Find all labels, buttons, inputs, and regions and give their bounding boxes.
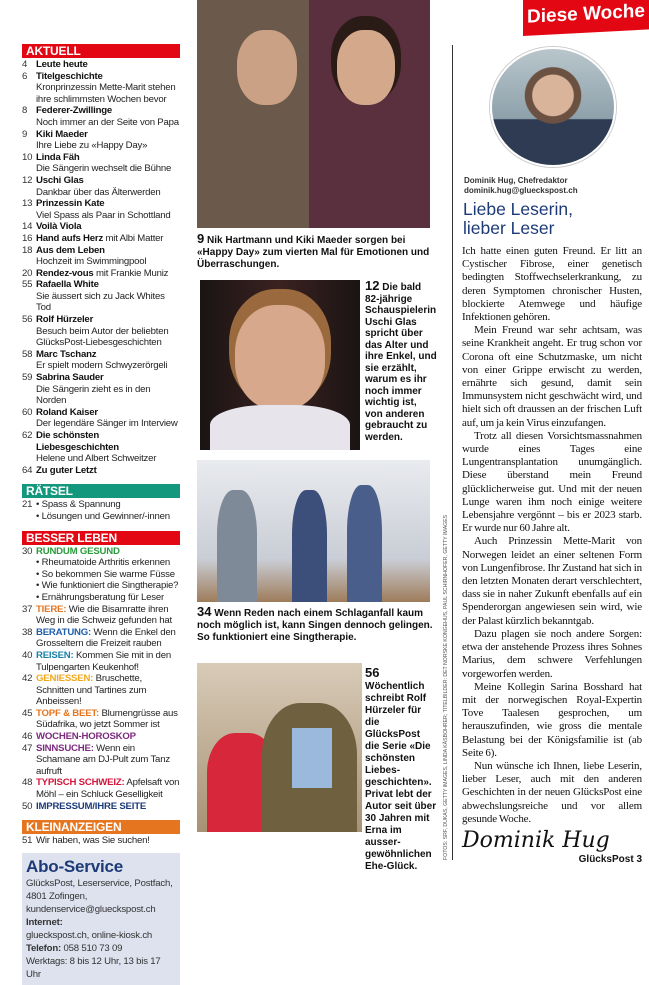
photo-happy-day-hosts	[197, 0, 430, 228]
section-header-raetsel: RÄTSEL	[22, 484, 180, 498]
table-of-contents	[22, 44, 180, 985]
editorial-paragraph: Auch Prinzessin Mette-Marit von Norwegen leidet an einer seltenen Form von Lungenfibrose. Ihr Zustand hat sich in den letzten Monaten derart verschlechtert, dass sie in naher Zukunft ebenfalls auf ein Spenderorgan angewiesen sein wird, wie der Palast kürzlich bekanntgab.	[462, 535, 642, 627]
editorial-paragraph: Meine Kollegin Sarina Bosshard hat mit der norwegischen Royal-Expertin Tove Taalesen gesprochen, um herauszufinden, wie gross die mentale Belastung bei der Königsfamilie ist (ab Seite 6).	[462, 680, 642, 759]
column-divider	[452, 45, 453, 860]
toc-item[interactable]: 8 Federer-Zwillinge Noch immer an der Seite von Papa	[22, 105, 179, 128]
editorial-paragraph: Mein Freund war sehr achtsam, was seine Krankheit angeht. Er trug schon vor Corona oft eine Schutzmaske, um nicht von einer Grippe erwischt zu werden, ernährte sich gesund, damit sein Immunsystem nicht geschwächt wird, und hielt sich oft draussen an der frischen Luft auf, um ja kein Virus einzufangen.	[462, 324, 642, 429]
editor-portrait	[490, 47, 616, 167]
toc-item[interactable]: 14 Voilà Viola	[22, 221, 82, 233]
section-header-aktuell: AKTUELL	[22, 44, 180, 58]
toc-item[interactable]: 20 Rendez-vous mit Frankie Muniz	[22, 267, 169, 279]
toc-item[interactable]: 13 Prinzessin Kate Viel Spass als Paar in Schottland	[22, 198, 171, 221]
caption-34: 34 Wenn Reden nach einem Schlaganfall kaum noch möglich ist, kann Singen dennoch gelingen. So funktioniert eine Singtherapie.	[197, 604, 433, 643]
editorial-paragraph: Nun wünsche ich Ihnen, liebe Leserin, lieber Leser, auch mit den anderen Geschichten in der neuen GlücksPost eine abwechslungsreiche und vor allem gesunde Woche.	[462, 759, 642, 825]
editorial-body	[462, 245, 642, 826]
editor-byline: Dominik Hug, Chefredaktor dominik.hug@glueckspost.ch	[464, 176, 578, 195]
abo-service-box: Abo-Service GlücksPost, Leserservice, Postfach, 4801 Zofingen, kundenservice@glueckspost.ch Internet: glueckspost.ch, online-kiosk.ch Telefon: 058 510 73 09 Werktags: 8 bis 12 Uhr, 13 bis 17 Uhr	[22, 853, 180, 985]
toc-item[interactable]: 40 REISEN: Kommen Sie mit in den Tulpengarten Keukenhof!	[22, 649, 171, 673]
toc-item[interactable]: 16 Hand aufs Herz mit Albi Matter	[22, 232, 164, 244]
toc-item[interactable]: 55 Rafaella White Sie äussert sich zu Jack Whites Tod	[22, 279, 165, 314]
caption-12: 12 Die bald 82-jährige Schauspielerin Uschi Glas spricht über das Alter und ihre Enkel, und sie erzählt, warum es ihr noch immer wichtig ist, von anderen gebraucht zu werden.	[365, 278, 437, 443]
editor-signature: Dominik Hug	[462, 827, 610, 853]
photo-uschi-glas	[200, 280, 360, 450]
besser-leben-list	[22, 604, 180, 813]
caption-56: 56 Wöchentlich schreibt Rolf Hürzeler für die GlücksPost die Serie «Die schönsten Liebesgeschichten». Privat lebt der Autor seit über 30 Jahren mit Erna im aussergewöhnlichen Ehe-Glück.	[365, 665, 437, 872]
toc-item[interactable]: 60 Roland Kaiser Der legendäre Sänger im Interview	[22, 406, 178, 430]
abo-email[interactable]: kundenservice@glueckspost.ch	[26, 903, 156, 915]
toc-item[interactable]: 62 Die schönsten Liebesgeschichten Helene und Albert Schweitzer	[22, 430, 157, 465]
toc-item[interactable]: 50 IMPRESSUM/IHRE SEITE	[22, 800, 147, 812]
toc-item[interactable]: 59 Sabrina Sauder Die Sängerin zieht es in den Norden	[22, 372, 151, 407]
photo-singtherapie	[197, 460, 430, 602]
toc-item[interactable]: 10 Linda Fäh Die Sängerin wechselt die Bühne	[22, 151, 172, 175]
toc-item[interactable]: 48 TYPISCH SCHWEIZ: Apfelsaft von Möhl – ein Schluck Geselligkeit	[22, 777, 180, 801]
toc-item[interactable]: 38 BERATUNG: Wenn die Enkel den Grosseltern die Freizeit rauben	[22, 626, 176, 650]
photo-rolf-huerzeler	[197, 663, 362, 832]
page-folio: GlücksPost 3	[578, 853, 642, 865]
toc-item[interactable]: 42 GENIESSEN: Bruschette, Schnitten und Tartines zum Anbeissen!	[22, 673, 147, 708]
toc-item[interactable]: 4 Leute heute	[22, 59, 88, 70]
section-header-kleinanzeigen: KLEINANZEIGEN	[22, 820, 180, 834]
toc-item[interactable]: 37 TIERE: Wie die Bisamratte ihren Weg in die Schweiz gefunden hat	[22, 603, 173, 627]
toc-item[interactable]: 21 • Spass & Spannung • Lösungen und Gewinner/-innen	[22, 499, 170, 522]
photo-credits: FOTOS: SRF, DUKAS, GETTY IMAGES, LINDA KÄSBOHRER; TITELBILDER: DET NORSKE KONGEHUS, PAUL SCHIRNHOFER, GETTY IMAGES	[443, 514, 449, 860]
toc-item[interactable]: 56 Rolf Hürzeler Besuch beim Autor der beliebten GlücksPost-Liebesgeschichten	[22, 314, 169, 349]
section-header-besser-leben: BESSER LEBEN	[22, 531, 180, 545]
editorial-paragraph: Dazu plagen sie noch andere Sorgen: etwa der anstehende Prozess ihres Sohnes Marius, dem schwere Verfehlungen vorgeworfen werden.	[462, 627, 642, 680]
editorial-paragraph: Trotz all diesen Vorsichtsmassnahmen wurde eines Tages eine Lungentransplantation unumgänglich. Diese überstand mein Freund glücklicherweise gut. Und mit der neuen Lunge waren ihm noch einige weitere Lebensjahre vergönnt – bis er 2023 starb. Er wurde nur 60 Jahre alt.	[462, 429, 642, 535]
toc-item[interactable]: 64 Zu guter Letzt	[22, 464, 97, 476]
abo-websites[interactable]: glueckspost.ch, online-kiosk.ch	[26, 929, 153, 941]
section-banner: Diese Woche	[523, 0, 649, 36]
toc-item[interactable]: 46 WOCHEN-HOROSKOP	[22, 731, 136, 743]
toc-item[interactable]: 18 Aus dem Leben Hochzeit im Swimmingpool	[22, 244, 147, 268]
toc-item[interactable]: 30 RUNDUM GESUND • Rheumatoide Arthritis erkennen • So bekommen Sie warme Füsse • Wie funktioniert die Singtherapie? • Ernährungsberatung für Leser	[22, 545, 179, 603]
toc-item[interactable]: 45 TOPF & BEET: Blumengrüsse aus Südafrika, wo jetzt Sommer ist	[22, 707, 178, 731]
editor-email[interactable]: dominik.hug@glueckspost.ch	[464, 186, 578, 195]
toc-item[interactable]: 9 Kiki Maeder Ihre Liebe zu «Happy Day»	[22, 128, 148, 152]
caption-9: 9 Nik Hartmann und Kiki Maeder sorgen bei «Happy Day» zum vierten Mal für Emotionen und Überraschungen.	[197, 231, 430, 270]
toc-item[interactable]: 51 Wir haben, was Sie suchen!	[22, 835, 150, 847]
toc-item[interactable]: 6 Titelgeschichte Kronprinzessin Mette-Marit stehen ihre schlimmsten Wochen bevor	[22, 70, 176, 105]
editorial-headline: Liebe Leserin, lieber Leser	[463, 199, 573, 238]
toc-item[interactable]: 58 Marc Tschanz Er spielt modern Schwyzerörgeli	[22, 348, 168, 372]
toc-item[interactable]: 47 SINNSUCHE: Wenn ein Schamane am DJ-Pult zum Tanz aufruft	[22, 742, 170, 777]
toc-item[interactable]: 12 Uschi Glas Dankbar über das Älterwerden	[22, 174, 161, 198]
editorial-column	[462, 245, 642, 866]
editorial-paragraph: Ich hatte einen guten Freund. Er litt an Cystischer Fibrose, einer genetisch bedingten Stoffwechselerkrankung, zu deren Symptomen chronischer Husten, blockierte Atemwege und häufige Infektionen gehören.	[462, 245, 642, 324]
abo-title: Abo-Service	[26, 856, 124, 876]
aktuell-list	[22, 59, 180, 476]
